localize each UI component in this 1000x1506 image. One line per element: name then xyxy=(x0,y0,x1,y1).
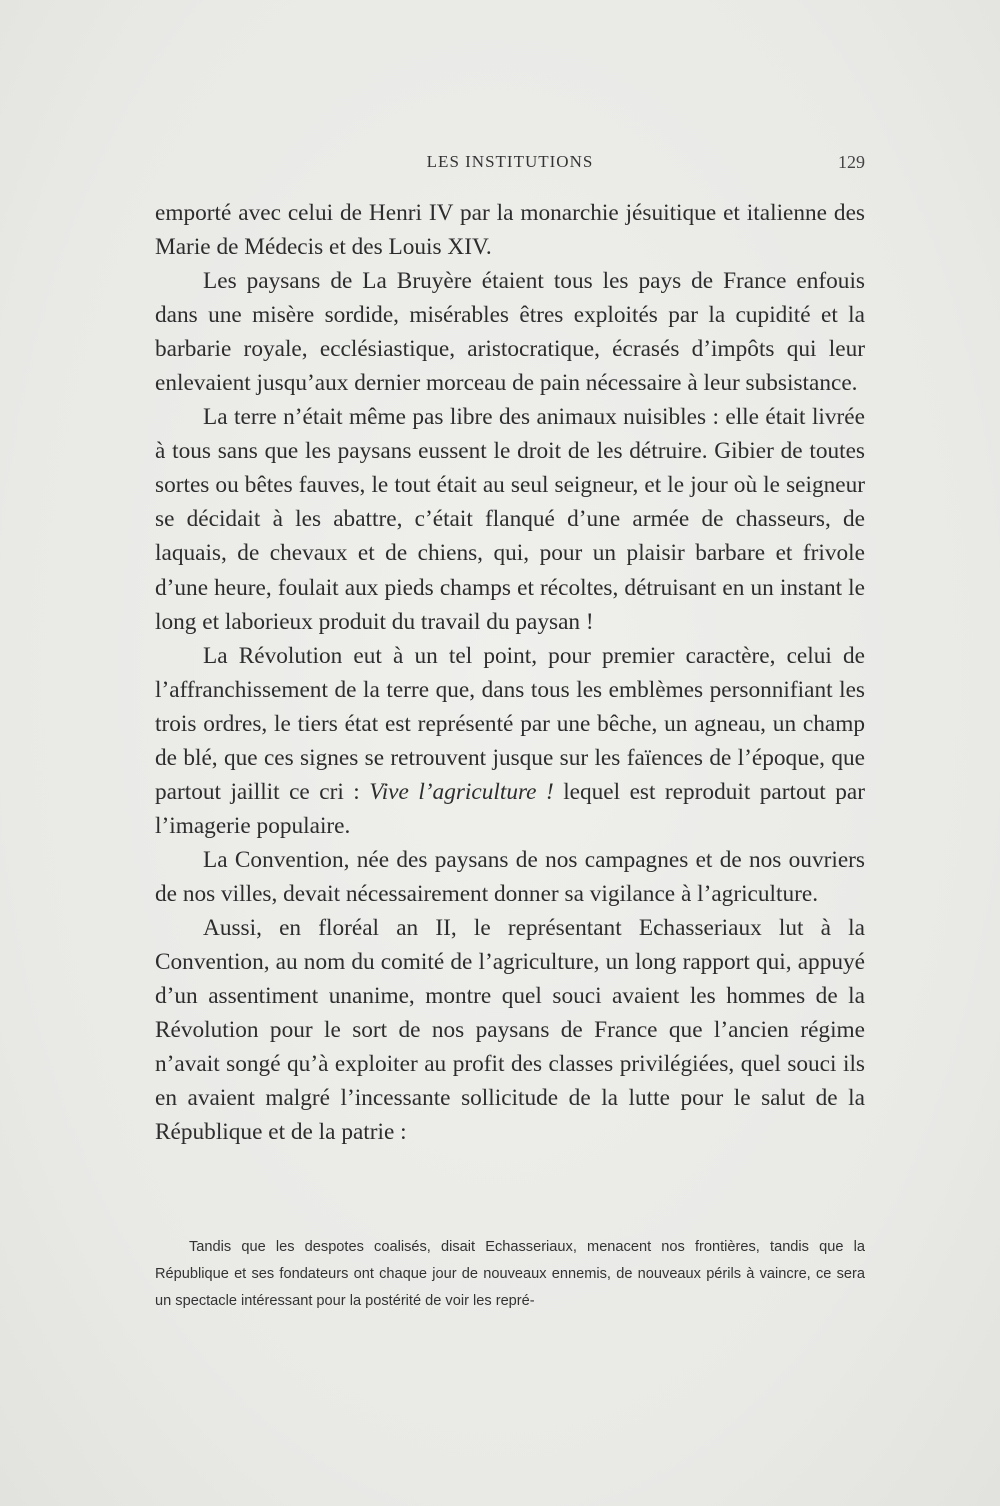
paragraph-peasants: Les paysans de La Bruyère étaient tous les pays de France enfouis dans une misère sordide, misérables êtres exploités par la cupidité et la barbarie royale, ecclésiastique, aristocratique, écrasés d’impôts qui leur enlevaient jusqu’aux dernier morceau de pain nécessaire à leur subsistance. xyxy=(155,268,865,397)
paragraph-revolution-text: La Révolution eut à un tel point, pour premier caractère, celui de l’affranchissement de la terre que, dans tous les emblèmes personnifiant les trois ordres, le tiers état est représenté par une bêche, un agneau, un champ de blé, que ces signes se retrouvent jusque sur les faïences de l’époque, que partout jaillit ce cri : xyxy=(155,642,865,805)
quoted-extract xyxy=(155,1234,865,1315)
quoted-extract-text: Tandis que les despotes coalisés, disait Echasseriaux, menacent nos frontières, tandis que la République et ses fondateurs ont chaque jour de nouveaux ennemis, de nouveaux périls à vaincre, ce sera un spectacle intéressant pour la postérité de voir les repré- xyxy=(155,1239,865,1309)
paragraph-continuation: emporté avec celui de Henri IV par la monarchie jésuitique et italienne des Marie de Médecis et des Louis XIV. xyxy=(155,200,865,261)
running-header xyxy=(155,152,865,176)
paragraph-revolution xyxy=(155,639,865,843)
paragraph-land: La terre n’était même pas libre des animaux nuisibles : elle était livrée à tous sans que les paysans eussent le droit de les détruire. Gibier de toutes sortes ou bêtes fauves, le tout était au seul seigneur, et le jour où le seigneur se décidait à les abattre, c’était flanqué d’une armée de chasseurs, de laquais, de chevaux et de chiens, qui, pour un plaisir barbare et frivole d’une heure, foulait aux pieds champs et récoltes, détruisant en un instant le long et laborieux produit du travail du paysan ! xyxy=(155,404,865,635)
italic-exclamation: Vive l’agriculture ! xyxy=(369,778,554,805)
paragraph-revolution-tail: lequel est reproduit partout par l’imagerie populaire. xyxy=(155,778,865,839)
main-text xyxy=(155,196,865,1149)
paragraph-convention: La Convention, née des paysans de nos campagnes et de nos ouvriers de nos villes, devait nécessairement donner sa vigilance à l’agriculture. xyxy=(155,846,865,907)
page-number: 129 xyxy=(838,152,865,172)
paragraph-floreal: Aussi, en floréal an II, le représentant Echasseriaux lut à la Convention, au nom du comité de l’agriculture, un long rapport qui, appuyé d’un assentiment unanime, montre quel souci avaient les hommes de la Révolution pour le sort de nos paysans de France que l’ancien régime n’avait songé qu’à exploiter au profit des classes privilégiées, quel souci ils en avaient malgré l’incessante sollicitude de la lutte pour le salut de la République et de la patrie : xyxy=(155,914,865,1146)
running-title: LES INSTITUTIONS xyxy=(426,152,594,171)
